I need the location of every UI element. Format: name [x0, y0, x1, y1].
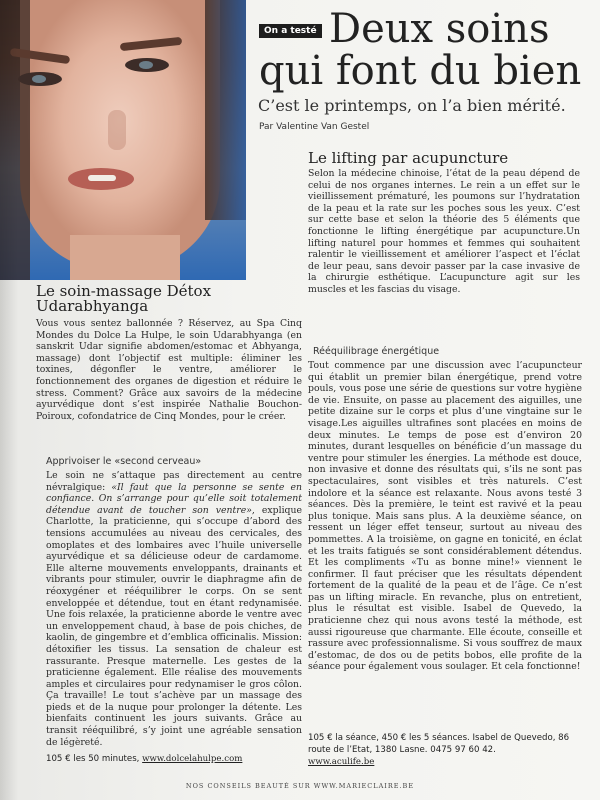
eye-right: [125, 58, 169, 72]
left-body-start: Le soin ne s’attaque pas directement au centre névralgique:: [46, 470, 302, 493]
left-article-body: [46, 470, 302, 748]
left-intro-text: Vous vous sentez ballonnée ? Réservez, au Spa Cinq Mondes du Dolce La Hulpe, le soin Udarabhyanga (en sanskrit Udar signifie abdomen/estomac et Abhyanga, massage) dont l’objectif est multiple: éliminer les toxines, dégonfler le ventre, améliorer le fonctionnement des organes de digestion et réduire le stress. Comment? Grâce aux savoirs de la médecine ayurvédique dont s’est inspirée Nathalie Bouchon-Poiroux, cofondatrice de Cinq Mondes, pour le créer.: [36, 318, 302, 422]
right-url-link[interactable]: www.aculife.be: [308, 757, 375, 767]
left-article-intro: [36, 318, 302, 422]
portrait-photo: [0, 0, 246, 280]
right-price-line: [308, 732, 588, 768]
eye-left: [18, 72, 62, 86]
headline-line-1: Deux soins: [329, 6, 550, 52]
hair-right: [205, 0, 246, 220]
headline: [259, 8, 589, 92]
left-body-quote: «Il faut que la personne se sente en confiance. On s’arrange pour qu’elle soit totalement détendue avant de toucher son ventre»: [46, 481, 302, 516]
right-article-intro: [308, 168, 580, 296]
neck: [70, 235, 180, 280]
left-article-subtitle: Apprivoiser le «second cerveau»: [46, 456, 202, 467]
nose: [108, 110, 126, 150]
right-article-title: Le lifting par acupuncture: [308, 149, 509, 167]
left-price: 105 € les 50 minutes,: [46, 754, 140, 764]
left-url-link[interactable]: www.dolcelahulpe.com: [142, 754, 243, 764]
headline-line-2: qui font du bien: [259, 48, 582, 94]
teeth: [88, 175, 116, 181]
kicker-badge: On a testé: [259, 24, 322, 38]
left-price-line: [46, 754, 302, 764]
right-body-text: Tout commence par une discussion avec l’acupuncteur qui établit un premier bilan énergétique, prend votre pouls, vous pose une série de questions sur votre hygiène de vie. Ensuite, on passe au placement des aiguilles, une petite dizaine sur le corps et plus d’une vingtaine sur le visage.Les aiguilles ultrafines sont placées en moins de deux minutes. Le temps de pose est d’environ 20 minutes, durant lesquelles on bénéficie d’un massage du ventre pour stimuler les énergies. La méthode est douce, non invasive et donne des résultats qui, s’ils ne sont pas spectaculaires, sont visibles et très naturels. C’est indolore et la séance est relaxante. Nous avons testé 3 séances. Dès la première, le teint est ravivé et la peau plus tonique. Mais sans plus. A la deuxième séance, on ressent un léger effet tenseur, surtout au niveau des pommettes. A la troisième, on gagne en tonicité, en éclat et les traits fatigués se sont considérablement détendus. Et les compliments «Tu as bonne mine!» viennent le confirmer. Il faut préciser que les résultats dépendent fortement de la qualité de la peau et de l’âge. Ce n’est pas un lifting miracle. En revanche, plus on entretient, plus le résultat est visible. Isabel de Quevedo, la praticienne chez qui nous avons testé la méthode, est aussi rigoureuse que charmante. Elle écoute, conseille et rassure avec professionnalisme. Si vous souffrez de maux d’estomac, de dos ou de petits bobos, elle profite de la séance pour également vous soulager. Et cela fonctionne!: [308, 360, 582, 673]
page-footer: NOS CONSEILS BEAUTÉ SUR WWW.MARIECLAIRE.BE: [185, 782, 415, 790]
left-body-rest: , explique Charlotte, la praticienne, qui s’occupe d’abord des tensions accumulées au niveau des cervicales, des omoplates et des lombaires avec l’huile universelle ayurvédique et sa délicieuse odeur de cardamome. Elle alterne mouvements enveloppants, drainants et vibrants pour stimuler, ouvrir le diaphragme afin de réoxygéner et rééquilibrer le corps. On se sent enveloppée et détendue, tout en étant redynamisée. Une fois relaxée, la praticienne aborde le ventre avec un enveloppement chaud, à base de pois chiches, de kaolin, de gingembre et d’emblica officinalis. Mission: détoxifier les tissus. La sensation de chaleur est rassurante. Presque maternelle. Les gestes de la praticienne également. Elle réalise des mouvements amples et circulaires pour redynamiser le gros côlon. Ça travaille! Le tout s’achève par un massage des pieds et de la nuque pour prolonger la détente. Les bienfaits continuent les jours suivants. Grâce au transit rééquilibré, s’y joint une agréable sensation de légèreté.: [46, 504, 302, 748]
right-intro-text: Selon la médecine chinoise, l’état de la peau dépend de celui de nos organes internes. Le rein a un effet sur le vieillissement prématuré, les poumons sur l’hydratation de la peau et la rate sur les poches sous les yeux. C’est sur cette base et selon la théorie des 5 éléments que fonctionne le lifting énergétique par acupuncture.Un lifting naturel pour hommes et femmes qui souhaitent ralentir le vieillissement et améliorer l’aspect et l’éclat de leur peau, sans devoir passer par la case invasive de la chirurgie esthétique. L’acupuncture agit sur les muscles et les fascias du visage.: [308, 168, 580, 295]
right-price: 105 € la séance, 450 € les 5 séances. Isabel de Quevedo, 86 route de l’Etat, 1380 Lasne. 0475 97 60 42.: [308, 733, 570, 755]
byline: Par Valentine Van Gestel: [259, 122, 370, 132]
right-article-subtitle: Rééquilibrage énergétique: [313, 346, 440, 357]
left-article-title: Le soin-massage Détox Udarabhyanga: [36, 282, 212, 315]
page-gutter-shadow: [0, 0, 18, 800]
right-article-body: [308, 360, 582, 673]
subtitle: C’est le printemps, on l’a bien mérité.: [258, 96, 566, 115]
